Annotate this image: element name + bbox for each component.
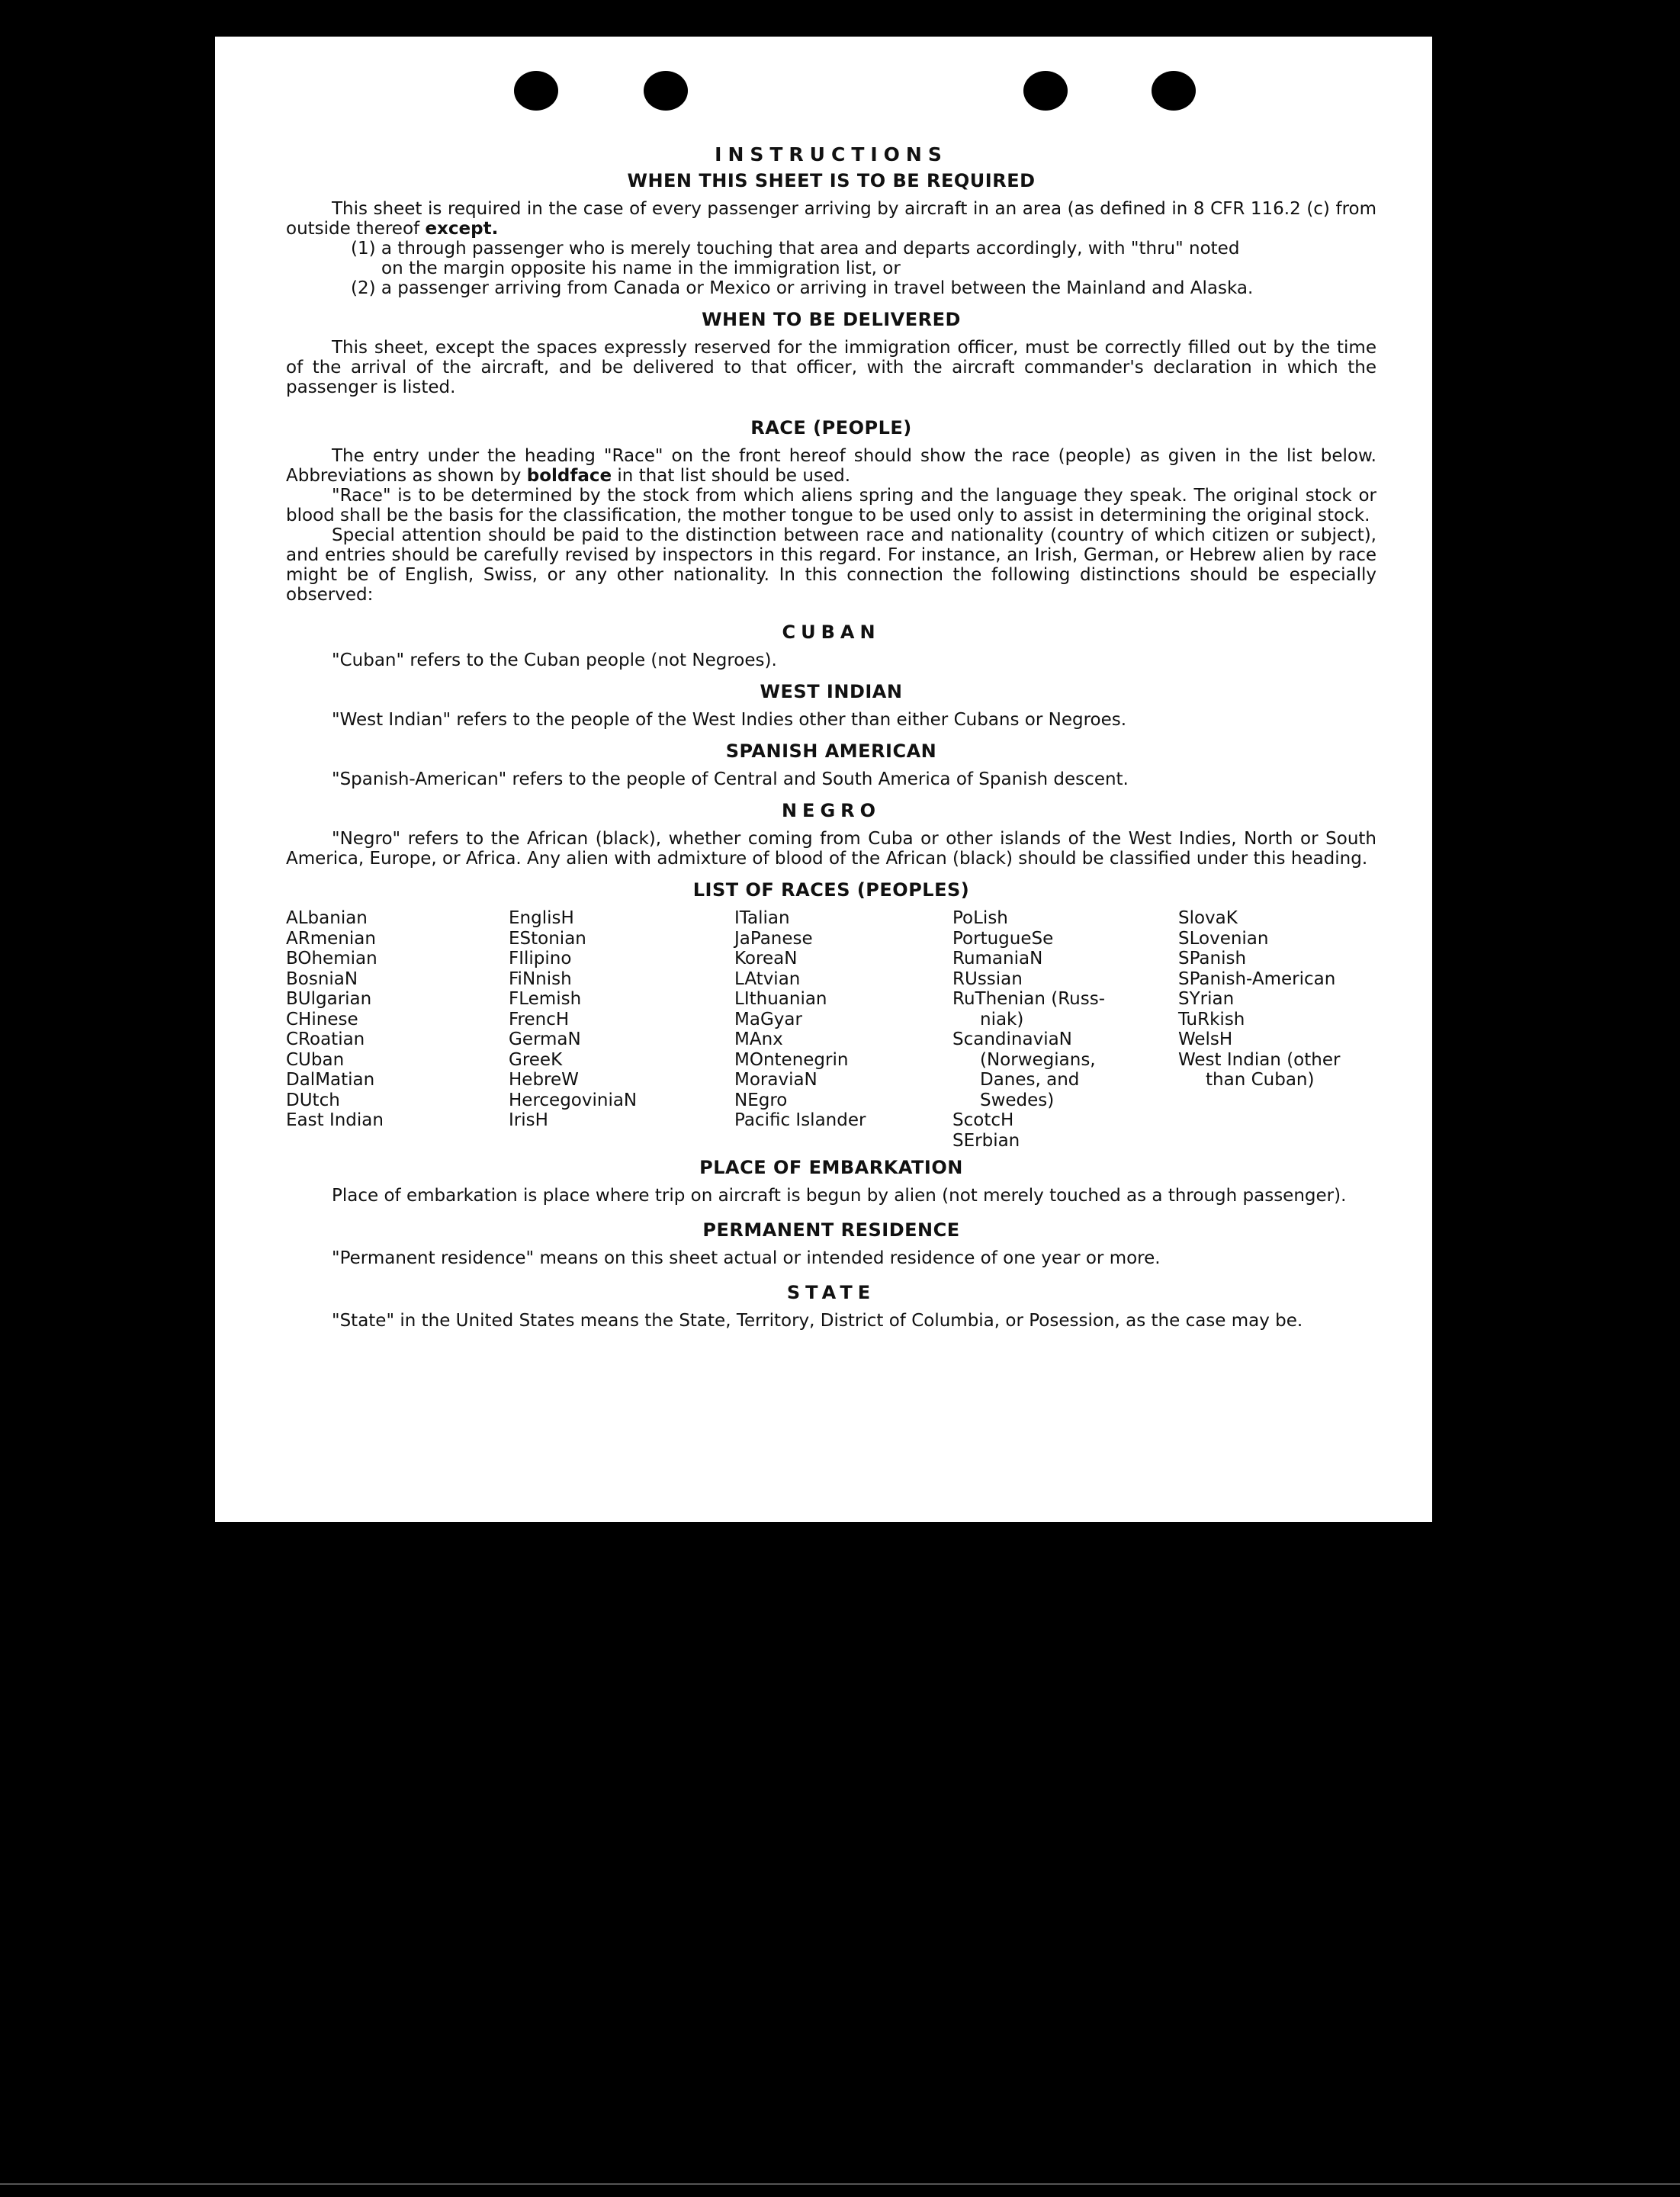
race-entry: PortugueSe [952,928,1054,949]
race-entry: CUban [286,1049,345,1070]
race-entry: DalMatian [286,1070,375,1090]
embarkation-heading: PLACE OF EMBARKATION [699,1157,963,1178]
race-entry: PoLish [952,908,1008,928]
spanish-american-heading: SPANISH AMERICAN [725,740,937,762]
exception-item-1-cont: on the margin opposite his name in the immigration list, or [381,259,901,278]
race-entry: HercegoviniaN [509,1090,638,1110]
race-entry: FIlipino [509,949,572,968]
punch-hole [1023,71,1068,111]
race-entry: Swedes) [980,1090,1055,1110]
race-entry: EStonian [509,928,586,949]
when-required-intro: This sheet is required in the case of every passenger arriving by aircraft in an area (as defined in 8 CFR 116.2 (c) from outside thereof except. [286,199,1376,239]
race-entry: TuRkish [1178,1009,1245,1029]
spanish-american-text: "Spanish-American" refers to the people of Central and South America of Spanish descent. [332,769,1129,789]
race-entry: FLemish [509,989,582,1009]
race-entry: SlovaK [1178,908,1238,928]
race-entry: ScandinaviaN [952,1029,1072,1049]
race-entry: BOhemian [286,949,377,968]
punch-hole [1152,71,1196,111]
race-entry: CHinese [286,1009,358,1029]
races-column-5 [1178,908,1376,1151]
race-paragraph-1: The entry under the heading "Race" on the front hereof should show the race (people) as given in the list below. Abbreviations as shown by boldface in that list should be used. [286,446,1376,486]
race-entry: HebreW [509,1070,579,1090]
race-entry: EnglisH [509,908,574,928]
exception-item-2: (2) a passenger arriving from Canada or Mexico or arriving in travel between the Mainland and Alaska. [351,278,1254,298]
race-entry: LIthuanian [734,989,827,1009]
race-entry: SLovenian [1178,928,1269,949]
west-indian-text: "West Indian" refers to the people of the West Indies other than either Cubans or Negroes. [332,710,1127,730]
race-entry: BUlgarian [286,989,372,1009]
list-of-races-heading: LIST OF RACES (PEOPLES) [692,879,970,901]
race-entry: IrisH [509,1110,548,1130]
cuban-heading: CUBAN [782,622,881,643]
state-heading: STATE [786,1282,876,1303]
race-entry: RuThenian (Russ- [952,989,1106,1009]
race-entry: KoreaN [734,949,798,968]
race-entry: (Norwegians, [980,1049,1096,1070]
race-heading: RACE (PEOPLE) [750,417,912,438]
race-entry: RumaniaN [952,949,1043,968]
document-page [215,37,1432,1522]
race-entry: ITalian [734,908,790,928]
race-entry: RUssian [952,968,1023,989]
race-entry: niak) [980,1009,1024,1029]
race-entry: West Indian (other [1178,1049,1341,1070]
race-entry: SPanish-American [1178,968,1336,989]
race-entry: LAtvian [734,968,801,989]
race-entry: BosniaN [286,968,358,989]
race-entry: SPanish [1178,949,1247,968]
race-entry: FiNnish [509,968,572,989]
state-text: "State" in the United States means the State, Territory, District of Columbia, or Posession, as the case may be. [332,1311,1303,1331]
race-entry: GermaN [509,1029,581,1049]
embarkation-text: Place of embarkation is place where trip on aircraft is begun by alien (not merely touched as a through passenger). [332,1186,1347,1206]
punch-hole [644,71,688,111]
race-entry: CRoatian [286,1029,365,1049]
race-entry: JaPanese [734,928,813,949]
west-indian-heading: WEST INDIAN [760,681,903,702]
race-entry: SErbian [952,1130,1020,1151]
race-entry: ScotcH [952,1110,1014,1130]
when-delivered-heading: WHEN TO BE DELIVERED [702,309,961,330]
punch-hole [514,71,558,111]
page-title: INSTRUCTIONS [715,143,948,165]
race-entry: NEgro [734,1090,788,1110]
when-required-heading: WHEN THIS SHEET IS TO BE REQUIRED [627,170,1036,191]
instructions-content [286,143,1376,1331]
race-paragraph-2: "Race" is to be determined by the stock from which aliens spring and the language they speak. The original stock or blood shall be the basis for the classification, the mother tongue to be used only to assist in determining the original stock. [286,486,1376,525]
race-entry: GreeK [509,1049,563,1070]
scan-edge-line [0,2183,1680,2185]
races-list [286,908,1376,1151]
race-entry: WelsH [1178,1029,1233,1049]
race-entry: ALbanian [286,908,368,928]
race-entry: DUtch [286,1090,340,1110]
races-column-3 [734,908,952,1151]
race-entry: Pacific Islander [734,1110,866,1130]
race-entry: SYrian [1178,989,1235,1009]
negro-heading: NEGRO [781,800,882,821]
race-entry: MAnx [734,1029,783,1049]
cuban-text: "Cuban" refers to the Cuban people (not Negroes). [332,650,777,670]
races-column-4 [952,908,1178,1151]
race-entry: than Cuban) [1206,1070,1315,1090]
race-entry: East Indian [286,1110,384,1130]
race-paragraph-3: Special attention should be paid to the distinction between race and nationality (country of which citizen or subject), and entries should be carefully revised by inspectors in this regard. For instance, an Irish, German, or Hebrew alien by race might be of English, Swiss, or any other nationality. In this connection the following distinctions should be especially observed: [286,525,1376,605]
exception-item-1: (1) a through passenger who is merely touching that area and departs accordingly, with "thru" noted [351,239,1240,259]
race-entry: MaGyar [734,1009,802,1029]
residence-heading: PERMANENT RESIDENCE [702,1219,960,1241]
race-entry: Danes, and [980,1070,1080,1090]
race-entry: MOntenegrin [734,1049,849,1070]
negro-text: "Negro" refers to the African (black), whether coming from Cuba or other islands of the West Indies, North or South America, Europe, or Africa. Any alien with admixture of blood of the African (black) should be classified under this heading. [286,829,1376,869]
races-column-1 [286,908,509,1151]
races-column-2 [509,908,734,1151]
race-entry: FrencH [509,1009,570,1029]
race-entry: MoraviaN [734,1070,818,1090]
when-delivered-text: This sheet, except the spaces expressly reserved for the immigration officer, must be correctly filled out by the time of the arrival of the aircraft, and be delivered to that officer, with the aircraft commander's declaration in which the passenger is listed. [286,338,1376,397]
race-entry: ARmenian [286,928,376,949]
residence-text: "Permanent residence" means on this sheet actual or intended residence of one year or more. [332,1248,1161,1268]
